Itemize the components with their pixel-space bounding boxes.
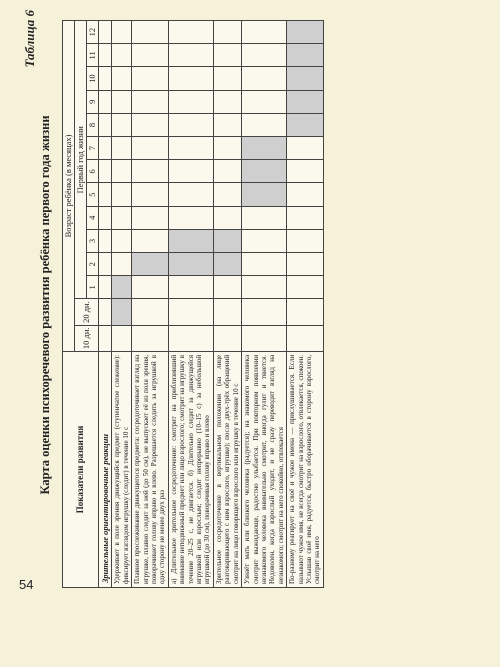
grid-cell [168, 90, 213, 113]
grid-cell [242, 90, 287, 113]
grid-cell [213, 160, 241, 183]
grid-cell [99, 299, 112, 325]
grid-cell [242, 206, 287, 229]
indicator-text: Плавное прослеживание движущегося предмета: сосредоточивает взгляд на игрушке, плавно следит за ней (до 50 см), не выпускает её из поля зрения, поворачивает голову вправо и влево. Разрешается следить за игрушкой в одну сторону не менее двух раз [132, 351, 169, 587]
indicator-text: а) Длительное зрительное сосредоточение: смотрит на приблизивший внимание неподвижный предмет или лицо взрослого; смотрит на игрушку в течение 20–25 с, не двигается. б) Длительно следит за движущейся игрушкой или взрослым; следит непрерывно (10–15 с) за небольшой игрушкой (до 30 см), поворачивая голову вправо и влево [168, 351, 213, 587]
grid-cell [99, 44, 112, 67]
indicator-text: По-разному реагирует на своё и чужое имена — прислушивается. Если называют чужое имя, не всегда смотрит на взрослого, отвлекается, спокоен. Услышав своё имя, радуется, быстро оборачивается в сторону взрослого, смотрит на него [287, 351, 324, 587]
grid-cell [99, 137, 112, 160]
grid-cell [132, 206, 169, 229]
grid-cell [112, 21, 132, 44]
development-chart-table [62, 20, 324, 588]
norm-cell [287, 21, 324, 44]
norm-cell [242, 183, 287, 206]
norm-cell [213, 229, 241, 252]
grid-cell [213, 183, 241, 206]
grid-cell [287, 325, 324, 351]
header-month-col: 6 [87, 160, 99, 183]
header-month-col: 9 [87, 90, 99, 113]
grid-cell [112, 183, 132, 206]
grid-cell [112, 113, 132, 136]
grid-cell [287, 206, 324, 229]
grid-cell [242, 325, 287, 351]
norm-cell [112, 276, 132, 299]
grid-cell [112, 44, 132, 67]
grid-cell [168, 67, 213, 90]
indicator-text: Удерживает в поле зрения движущийся предмет (ступенчатое слежение): фиксирует взглядом игрушку (следит) в течение 10 с [112, 351, 132, 587]
grid-cell [112, 67, 132, 90]
grid-cell [168, 299, 213, 325]
grid-cell [99, 21, 112, 44]
norm-cell [287, 67, 324, 90]
grid-cell [112, 160, 132, 183]
header-month-col: 1 [87, 276, 99, 299]
norm-cell [168, 229, 213, 252]
grid-cell [242, 253, 287, 276]
table-row [287, 21, 324, 588]
grid-cell [132, 113, 169, 136]
indicator-text: Зрительное сосредоточение в вертикальном положении (на лице разговаривающего с ним взрослого, игрушке); после двух-трёх обращений смотрит на лицо говорящего взрослого или игрушку в течение 10 с [213, 351, 241, 587]
grid-cell [213, 67, 241, 90]
grid-cell [168, 276, 213, 299]
grid-cell [112, 253, 132, 276]
grid-cell [132, 183, 169, 206]
header-indicators: Показатели развития [63, 351, 99, 587]
section-title: Зрительные ориентировочные реакции [99, 351, 112, 587]
grid-cell [287, 253, 324, 276]
table-row [112, 21, 132, 588]
grid-cell [287, 183, 324, 206]
grid-cell [112, 90, 132, 113]
header-month-col: 2 [87, 253, 99, 276]
grid-cell [99, 206, 112, 229]
grid-cell [132, 299, 169, 325]
header-month-col: 11 [87, 44, 99, 67]
grid-cell [213, 90, 241, 113]
rotated-page-content [22, 10, 492, 600]
grid-cell [168, 160, 213, 183]
grid-cell [168, 183, 213, 206]
grid-cell [287, 160, 324, 183]
grid-cell [112, 229, 132, 252]
grid-cell [242, 299, 287, 325]
page-number: 54 [19, 577, 34, 592]
grid-cell [213, 276, 241, 299]
header-day-col: 20 дн. [75, 299, 99, 325]
grid-cell [99, 325, 112, 351]
grid-cell [132, 276, 169, 299]
grid-cell [168, 137, 213, 160]
grid-cell [112, 206, 132, 229]
grid-cell [132, 21, 169, 44]
grid-cell [242, 67, 287, 90]
grid-cell [132, 44, 169, 67]
grid-cell [132, 229, 169, 252]
header-month-col: 3 [87, 229, 99, 252]
grid-cell [168, 206, 213, 229]
header-month-col: 7 [87, 137, 99, 160]
grid-cell [132, 325, 169, 351]
table-number: Таблица 6 [22, 10, 37, 68]
header-first-year: Первый год жизни [75, 21, 87, 299]
grid-cell [287, 299, 324, 325]
norm-cell [213, 253, 241, 276]
grid-cell [213, 299, 241, 325]
norm-cell [242, 160, 287, 183]
grid-cell [287, 137, 324, 160]
header-month-col: 5 [87, 183, 99, 206]
norm-cell [168, 253, 213, 276]
grid-cell [99, 183, 112, 206]
header-month-col: 12 [87, 21, 99, 44]
grid-cell [213, 137, 241, 160]
grid-cell [213, 44, 241, 67]
norm-cell [132, 253, 169, 276]
grid-cell [99, 90, 112, 113]
grid-cell [168, 325, 213, 351]
grid-cell [213, 206, 241, 229]
grid-cell [99, 276, 112, 299]
grid-cell [132, 160, 169, 183]
header-month-col: 4 [87, 206, 99, 229]
grid-cell [242, 21, 287, 44]
grid-cell [242, 113, 287, 136]
header-day-col: 10 дн. [75, 325, 99, 351]
grid-cell [242, 229, 287, 252]
header-month-col: 10 [87, 67, 99, 90]
grid-cell [287, 276, 324, 299]
norm-cell [287, 90, 324, 113]
grid-cell [213, 113, 241, 136]
header-month-col: 8 [87, 113, 99, 136]
table-row [213, 21, 241, 588]
header-age-group: Возраст ребёнка (в месяцах) [63, 21, 75, 352]
grid-cell [287, 229, 324, 252]
norm-cell [112, 299, 132, 325]
norm-cell [287, 44, 324, 67]
norm-cell [287, 113, 324, 136]
grid-cell [168, 44, 213, 67]
grid-cell [99, 113, 112, 136]
table-row [168, 21, 213, 588]
grid-cell [213, 21, 241, 44]
table-caption: Карта оценки психоречевого развития ребёнка первого года жизни [38, 115, 52, 495]
table-row [132, 21, 169, 588]
grid-cell [168, 113, 213, 136]
grid-cell [99, 160, 112, 183]
grid-cell [132, 67, 169, 90]
norm-cell [242, 137, 287, 160]
grid-cell [242, 276, 287, 299]
grid-cell [132, 90, 169, 113]
grid-cell [112, 325, 132, 351]
grid-cell [213, 325, 241, 351]
grid-cell [168, 21, 213, 44]
table-row [242, 21, 287, 588]
grid-cell [99, 253, 112, 276]
grid-cell [242, 44, 287, 67]
grid-cell [99, 229, 112, 252]
grid-cell [132, 137, 169, 160]
grid-cell [99, 67, 112, 90]
grid-cell [112, 137, 132, 160]
indicator-text: Узнаёт мать или близкого человека (радуется); на знакомого человека смотрит выжидающе, радостно улыбается. При повторном появлении незнакомого человека внимательно смотрит, иногда гулит и тянется. Недоволен, когда взрослый уходит, и не сразу переводит взгляд на незнакомого; смотрит на него спокойно, отвлекается [242, 351, 287, 587]
